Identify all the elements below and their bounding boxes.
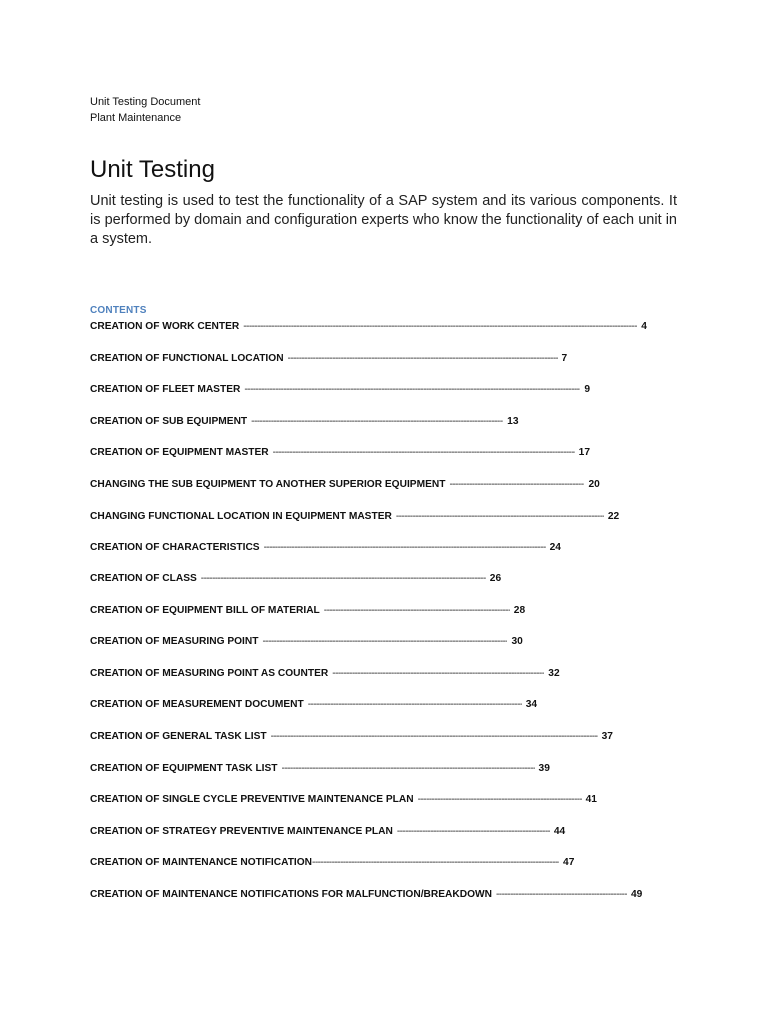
- toc-entry-label: CHANGING THE SUB EQUIPMENT TO ANOTHER SUPERIOR EQUIPMENT: [90, 479, 446, 490]
- toc-entry-characteristics[interactable]: [90, 541, 570, 555]
- toc-entry-label: CREATION OF MEASURING POINT: [90, 636, 259, 647]
- toc-entry-label: CREATION OF CHARACTERISTICS: [90, 542, 260, 553]
- toc-entry-page: 22: [607, 511, 620, 522]
- toc-leader: [332, 667, 544, 681]
- toc-entry-label: CREATION OF GENERAL TASK LIST: [90, 731, 267, 742]
- toc-leader: [396, 510, 604, 524]
- toc-entry-label: CREATION OF WORK CENTER: [90, 321, 240, 332]
- toc-entry-sub-equipment[interactable]: [90, 415, 565, 429]
- toc-entry-label: CREATION OF MAINTENANCE NOTIFICATION: [90, 857, 313, 868]
- toc-leader: [397, 825, 550, 839]
- toc-entry-fleet-master[interactable]: [90, 383, 600, 397]
- toc-entry-label: CREATION OF EQUIPMENT TASK LIST: [90, 763, 278, 774]
- toc-entry-label: CREATION OF MEASUREMENT DOCUMENT: [90, 699, 304, 710]
- toc-entry-page: 20: [588, 479, 600, 490]
- toc-entry-page: 24: [549, 542, 561, 553]
- toc-entry-label: CREATION OF CLASS: [90, 573, 197, 584]
- toc-leader: [418, 793, 582, 807]
- toc-entry-equipment-task-list[interactable]: [90, 762, 565, 776]
- toc-entry-functional-location[interactable]: [90, 352, 580, 366]
- toc-leader: [251, 415, 503, 429]
- toc-entry-page: 26: [489, 573, 502, 584]
- toc-leader: [262, 635, 507, 649]
- toc-entry-changing-sub-equipment[interactable]: [90, 478, 618, 492]
- toc-leader: [449, 478, 584, 492]
- toc-entry-malfunction-notifications[interactable]: [90, 888, 680, 902]
- toc-entry-single-cycle-plan[interactable]: [90, 793, 615, 807]
- intro-paragraph: Unit testing is used to test the functionality of a SAP system and its various components. It is performed by domain and configuration experts who know the functionality of each unit in a system.: [90, 193, 677, 247]
- toc-leader: [288, 352, 558, 366]
- toc-entry-label: CREATION OF FLEET MASTER: [90, 384, 241, 395]
- toc-entry-label: CHANGING FUNCTIONAL LOCATION IN EQUIPMENT MASTER: [90, 511, 392, 522]
- toc-entry-page: 32: [548, 668, 560, 679]
- toc-entry-label: CREATION OF FUNCTIONAL LOCATION: [90, 353, 284, 364]
- toc-entry-page: 34: [525, 699, 538, 710]
- toc-entry-label: CREATION OF EQUIPMENT BILL OF MATERIAL: [90, 605, 320, 616]
- toc-entry-page: 17: [578, 447, 591, 458]
- toc-entry-label: CREATION OF SINGLE CYCLE PREVENTIVE MAINTENANCE PLAN: [90, 794, 414, 805]
- toc-entry-equipment-master[interactable]: [90, 446, 608, 460]
- toc-leader: [201, 572, 486, 586]
- toc-entry-page: 37: [601, 731, 613, 742]
- toc-entry-maintenance-notification[interactable]: [90, 856, 595, 870]
- toc-entry-page: 47: [563, 857, 575, 868]
- toc-leader: [312, 856, 559, 870]
- toc-entry-changing-functional-location[interactable]: [90, 510, 640, 524]
- toc-entry-measuring-point[interactable]: [90, 635, 538, 649]
- toc-entry-page: 44: [553, 826, 566, 837]
- toc-entry-page: 30: [511, 636, 523, 647]
- toc-entry-measuring-point-counter[interactable]: [90, 667, 575, 681]
- toc-entry-general-task-list[interactable]: [90, 730, 625, 744]
- document-header-line-1: Unit Testing Document: [90, 96, 201, 108]
- document-header-line-2: Plant Maintenance: [90, 112, 182, 124]
- toc-entry-page: 49: [631, 889, 643, 900]
- toc-entry-page: 9: [584, 384, 591, 395]
- toc-leader: [271, 730, 598, 744]
- toc-leader: [324, 604, 510, 618]
- toc-entry-page: 13: [507, 416, 519, 427]
- toc-entry-equipment-bom[interactable]: [90, 604, 545, 618]
- toc-leader: [496, 888, 627, 902]
- toc-entry-measurement-document[interactable]: [90, 698, 555, 712]
- page-title: Unit Testing: [90, 156, 215, 183]
- toc-entry-page: 4: [641, 321, 647, 332]
- toc-entry-label: CREATION OF MAINTENANCE NOTIFICATIONS FOR MALFUNCTION/BREAKDOWN: [90, 889, 492, 900]
- toc-entry-label: CREATION OF MEASURING POINT AS COUNTER: [90, 668, 329, 679]
- toc-entry-class[interactable]: [90, 572, 510, 586]
- toc-entry-strategy-plan[interactable]: [90, 825, 585, 839]
- toc-leader: [308, 698, 522, 712]
- toc-leader: [244, 383, 580, 397]
- toc-entry-page: 41: [585, 794, 597, 805]
- toc-entry-label: CREATION OF EQUIPMENT MASTER: [90, 447, 269, 458]
- toc-entry-label: CREATION OF SUB EQUIPMENT: [90, 416, 248, 427]
- toc-entry-page: 39: [538, 763, 550, 774]
- toc-leader: [264, 541, 546, 555]
- toc-entry-label: CREATION OF STRATEGY PREVENTIVE MAINTENANCE PLAN: [90, 826, 393, 837]
- toc-entry-page: 7: [561, 353, 568, 364]
- toc-leader: [282, 762, 535, 776]
- toc-leader: [273, 446, 575, 460]
- contents-heading: CONTENTS: [90, 305, 147, 316]
- toc-entry-page: 28: [513, 605, 526, 616]
- toc-leader: [243, 320, 637, 334]
- toc-entry-work-center[interactable]: [90, 320, 653, 334]
